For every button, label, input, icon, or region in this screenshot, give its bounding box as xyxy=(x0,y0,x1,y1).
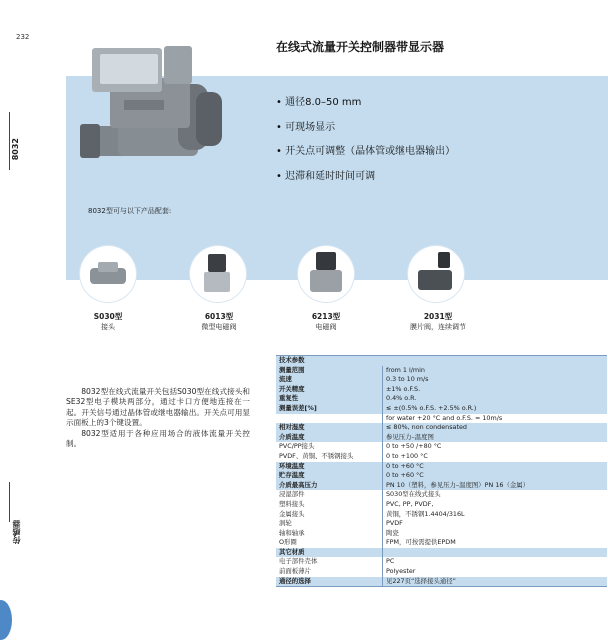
spec-label: 轴和轴承 xyxy=(276,529,383,539)
spec-table-header xyxy=(276,356,607,366)
spec-row xyxy=(276,490,607,500)
flow-switch-illustration xyxy=(78,38,228,170)
side-divider-bottom xyxy=(9,482,10,522)
product-image-2031 xyxy=(408,246,464,302)
spec-value: ±1% o.F.S. xyxy=(383,385,608,395)
product-6213 xyxy=(294,312,358,332)
spec-value: 陶瓷 xyxy=(383,529,608,539)
spec-label: 开关精度 xyxy=(276,385,383,395)
spec-row xyxy=(276,557,607,567)
feature-item: • 迟滞和延时时间可调 xyxy=(276,169,455,185)
spec-row xyxy=(276,385,607,395)
page-title: 在线式流量开关控制器带显示器 xyxy=(276,40,445,54)
product-code: 2031型 xyxy=(423,312,453,321)
spec-label xyxy=(276,414,383,424)
product-2031 xyxy=(396,312,480,332)
spec-table-title: 技术参数 xyxy=(276,356,607,366)
spec-value: 0.3 to 10 m/s xyxy=(383,375,608,385)
side-tab-category: 传感器 xyxy=(12,520,21,544)
spec-value: ≤ ±(0.5% o.F.S. +2.5% o.R.) xyxy=(383,404,608,414)
spec-row xyxy=(276,567,607,577)
spec-label: 介质最高压力 xyxy=(276,481,383,491)
spec-value: S030型在线式接头 xyxy=(383,490,608,500)
spec-label: 贮存温度 xyxy=(276,471,383,481)
product-name: 电磁阀 xyxy=(315,323,337,331)
spec-row xyxy=(276,366,607,376)
feature-list xyxy=(276,95,455,194)
spec-label: O形圈 xyxy=(276,538,383,548)
product-image-6013 xyxy=(190,246,246,302)
spec-value: Polyester xyxy=(383,567,608,577)
spec-label: 电子部件壳体 xyxy=(276,557,383,567)
spec-row xyxy=(276,510,607,520)
spec-row xyxy=(276,481,607,491)
product-code: 6013型 xyxy=(204,312,234,321)
spec-value: 见227页“选择接头通径” xyxy=(383,577,608,587)
spec-label: 环境温度 xyxy=(276,462,383,472)
spec-row xyxy=(276,471,607,481)
spec-label: 测量范围 xyxy=(276,366,383,376)
spec-value: 0.4% o.R. xyxy=(383,394,608,404)
spec-label: 前面板薄片 xyxy=(276,567,383,577)
spec-label: 相对湿度 xyxy=(276,423,383,433)
description-paragraph: 8032型在线式流量开关包括S030型在线式接头和SE32型电子模块两部分，通过卡口方便地连接在一起。开关信号通过晶体管或继电器输出。开关点可用显示面板上的3个键设置。 xyxy=(66,387,250,428)
corner-marker xyxy=(0,600,12,640)
spec-row xyxy=(276,529,607,539)
spec-value: FPM，可按需提供EPDM xyxy=(383,538,608,548)
feature-item: • 通径8.0–50 mm xyxy=(276,95,455,111)
spec-label: 塑料接头 xyxy=(276,500,383,510)
spec-row xyxy=(276,462,607,472)
product-image-s030 xyxy=(80,246,136,302)
spec-label: 介质温度 xyxy=(276,433,383,443)
spec-row xyxy=(276,394,607,404)
product-code: S030型 xyxy=(93,312,123,321)
feature-item: • 开关点可调整（晶体管或继电器输出） xyxy=(276,144,455,160)
spec-label: 金属接头 xyxy=(276,510,383,520)
spec-value xyxy=(383,548,608,558)
spec-label: PVDF、黄铜、不锈钢接头 xyxy=(276,452,383,462)
product-name: 微型电磁阀 xyxy=(201,323,237,331)
spec-row xyxy=(276,423,607,433)
spec-label: 通径的选择 xyxy=(276,577,383,587)
spec-label: PVC/PP接头 xyxy=(276,442,383,452)
spec-value: 0 to +60 °C xyxy=(383,462,608,472)
spec-value: PVC, PP, PVDF, xyxy=(383,500,608,510)
product-code: 6213型 xyxy=(311,312,341,321)
spec-label: 涡轮 xyxy=(276,519,383,529)
spec-value: 0 to +50 /+80 °C xyxy=(383,442,608,452)
spec-value: 参见压力–温度图 xyxy=(383,433,608,443)
spec-label: 其它材质 xyxy=(276,548,383,558)
product-6013 xyxy=(184,312,254,332)
product-name: 接头 xyxy=(101,323,115,331)
compatibility-label: 8032型可与以下产品配套: xyxy=(88,207,172,215)
spec-row xyxy=(276,519,607,529)
spec-value: ≤ 80%, non condensated xyxy=(383,423,608,433)
spec-label: 浸湿部件 xyxy=(276,490,383,500)
feature-item: • 可现场显示 xyxy=(276,120,455,136)
spec-row xyxy=(276,375,607,385)
spec-value: PN 10（塑料，参见压力–温度图）PN 16（金属） xyxy=(383,481,608,491)
description xyxy=(66,387,250,449)
description-paragraph: 8032型适用于各种应用场合的液体流量开关控制。 xyxy=(66,428,250,449)
spec-row xyxy=(276,442,607,452)
spec-value: from 1 l/min xyxy=(383,366,608,376)
page-number: 232 xyxy=(16,33,30,41)
spec-row xyxy=(276,404,607,414)
spec-label: 重复性 xyxy=(276,394,383,404)
spec-row xyxy=(276,414,607,424)
spec-row xyxy=(276,433,607,443)
spec-row xyxy=(276,452,607,462)
side-tab-model: 8032 xyxy=(11,138,20,161)
product-name: 膜片阀，连续调节 xyxy=(410,323,466,331)
side-divider-top xyxy=(9,112,10,170)
spec-value: 黄铜，不锈钢1.4404/316L xyxy=(383,510,608,520)
spec-value: PVDF xyxy=(383,519,608,529)
spec-value: 0 to +60 °C xyxy=(383,471,608,481)
spec-label: 测量误差[%] xyxy=(276,404,383,414)
spec-row xyxy=(276,500,607,510)
product-s030 xyxy=(76,312,140,332)
spec-row xyxy=(276,548,607,558)
spec-label: 流速 xyxy=(276,375,383,385)
spec-row xyxy=(276,577,607,587)
spec-row xyxy=(276,538,607,548)
spec-value: PC xyxy=(383,557,608,567)
spec-value: for water +20 °C and o.F.S. = 10m/s xyxy=(383,414,608,424)
spec-table xyxy=(276,355,607,587)
product-image-6213 xyxy=(298,246,354,302)
spec-value: 0 to +100 °C xyxy=(383,452,608,462)
